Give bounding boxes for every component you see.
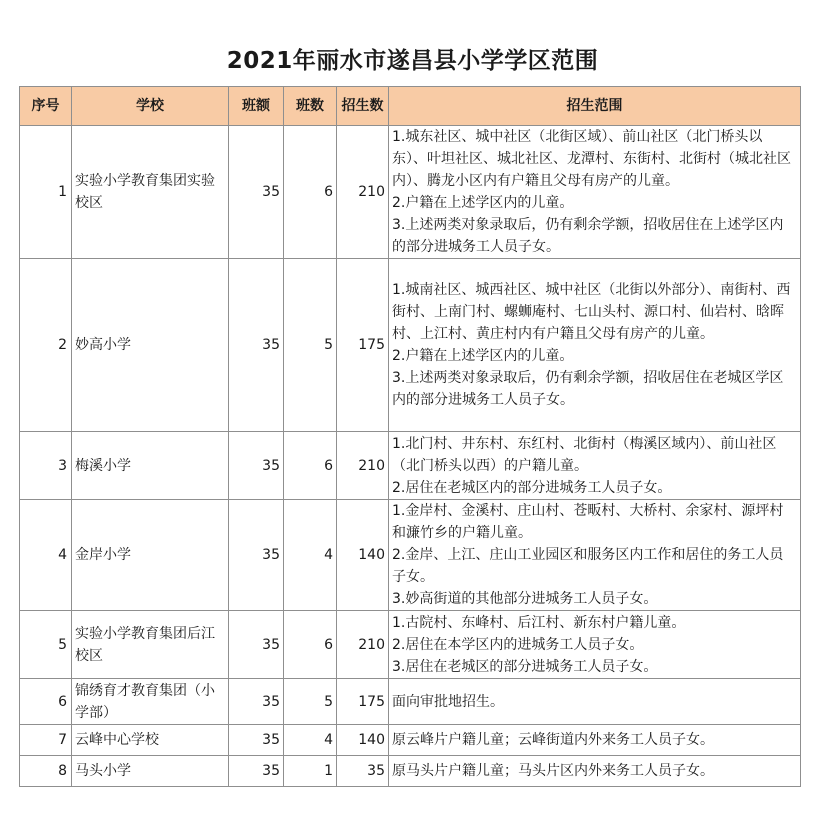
table-row [20,432,801,500]
page-title: 2021年丽水市遂昌县小学学区范围 [226,48,599,74]
scope-line: 面向审批地招生。 [392,693,504,710]
row-no-cell: 3 [20,432,72,500]
table-row [20,500,801,611]
scope-line: 1.城南社区、城西社区、城中社区（北街以外部分）、南街村、西街村、上南门村、螺蛳庵村、七山头村、源口村、仙岩村、晗晖村、上江村、黄庄村内有户籍且父母有房产的儿童。 [392,282,791,342]
row-no-cell: 2 [20,259,72,432]
row-scope-cell [389,756,801,787]
row-enroll-cell: 175 [337,679,389,725]
table-row [20,126,801,259]
scope-line: 3.妙高街道的其他部分进城务工人员子女。 [392,591,658,607]
row-scope-cell [389,725,801,756]
header-no: 序号 [20,87,72,126]
scope-line: 2.金岸、上江、庄山工业园区和服务区内工作和居住的务工人员子女。 [392,547,784,585]
row-enroll-cell: 35 [337,756,389,787]
table-row [20,259,801,432]
row-scope-cell [389,611,801,679]
row-scope-cell [389,259,801,432]
scope-line: 2.户籍在上述学区内的儿童。 [392,348,574,364]
row-no-cell: 1 [20,126,72,259]
scope-line: 1.北门村、井东村、东红村、北街村（梅溪区域内）、前山社区（北门桥头以西）的户籍儿童。 [392,435,777,474]
row-quota-cell: 35 [229,500,284,611]
scope-line: 3.上述两类对象录取后，仍有剩余学额，招收居住在老城区学区内的部分进城务工人员子女。 [392,370,784,408]
row-classes-cell: 6 [284,126,337,259]
row-classes-cell: 6 [284,611,337,679]
header-school: 学校 [72,87,229,126]
row-enroll-cell: 210 [337,611,389,679]
row-quota-cell: 35 [229,756,284,787]
table-row [20,756,801,787]
row-no-cell: 5 [20,611,72,679]
row-enroll-cell: 175 [337,259,389,432]
district-table [19,86,801,787]
row-school-cell: 金岸小学 [72,500,229,611]
row-school-cell: 云峰中心学校 [72,725,229,756]
row-classes-cell: 5 [284,259,337,432]
scope-line: 1.古院村、东峰村、后江村、新东村户籍儿童。 [392,614,686,631]
row-quota-cell: 35 [229,679,284,725]
row-classes-cell: 1 [284,756,337,787]
row-quota-cell: 35 [229,259,284,432]
row-school-cell: 实验小学教育集团实验校区 [72,126,229,259]
row-enroll-cell: 210 [337,126,389,259]
row-no-cell: 4 [20,500,72,611]
row-no-cell: 7 [20,725,72,756]
scope-line: 3.居住在老城区的部分进城务工人员子女。 [392,658,658,675]
scope-line: 1.金岸村、金溪村、庄山村、苍畈村、大桥村、余家村、源坪村和濂竹乡的户籍儿童。 [392,503,784,541]
row-school-cell: 梅溪小学 [72,432,229,500]
row-quota-cell: 35 [229,432,284,500]
row-scope-cell [389,126,801,259]
table-header-row [20,87,801,126]
row-scope-cell [389,500,801,611]
row-quota-cell: 35 [229,611,284,679]
scope-line: 2.居住在本学区内的进城务工人员子女。 [392,636,644,653]
scope-line: 原马头片户籍儿童；马头片区内外来务工人员子女。 [392,763,714,779]
row-school-cell: 妙高小学 [72,259,229,432]
header-scope: 招生范围 [389,87,801,126]
row-quota-cell: 35 [229,725,284,756]
scope-line: 2.居住在老城区内的部分进城务工人员子女。 [392,479,672,496]
table-row [20,679,801,725]
row-school-cell: 锦绣育才教育集团（小学部） [72,679,229,725]
row-classes-cell: 4 [284,725,337,756]
table-row [20,725,801,756]
row-scope-cell [389,679,801,725]
row-enroll-cell: 140 [337,500,389,611]
row-school-cell: 马头小学 [72,756,229,787]
row-classes-cell: 5 [284,679,337,725]
row-school-cell: 实验小学教育集团后江校区 [72,611,229,679]
row-enroll-cell: 210 [337,432,389,500]
scope-line: 原云峰片户籍儿童；云峰街道内外来务工人员子女。 [392,732,714,748]
row-classes-cell: 4 [284,500,337,611]
scope-line: 1.城东社区、城中社区（北街区域）、前山社区（北门桥头以东）、叶坦社区、城北社区、龙潭村、东街村、北街村（城北社区内）、腾龙小区内有户籍且父母有房产的儿童。 [392,129,791,189]
header-quota: 班额 [229,87,284,126]
header-classes: 班数 [284,87,337,126]
row-scope-cell [389,432,801,500]
scope-line: 3.上述两类对象录取后，仍有剩余学额，招收居住在上述学区内的部分进城务工人员子女。 [392,217,784,255]
row-no-cell: 8 [20,756,72,787]
header-enroll: 招生数 [337,87,389,126]
scope-line: 2.户籍在上述学区内的儿童。 [392,195,574,211]
row-enroll-cell: 140 [337,725,389,756]
row-no-cell: 6 [20,679,72,725]
row-quota-cell: 35 [229,126,284,259]
table-row [20,611,801,679]
row-classes-cell: 6 [284,432,337,500]
